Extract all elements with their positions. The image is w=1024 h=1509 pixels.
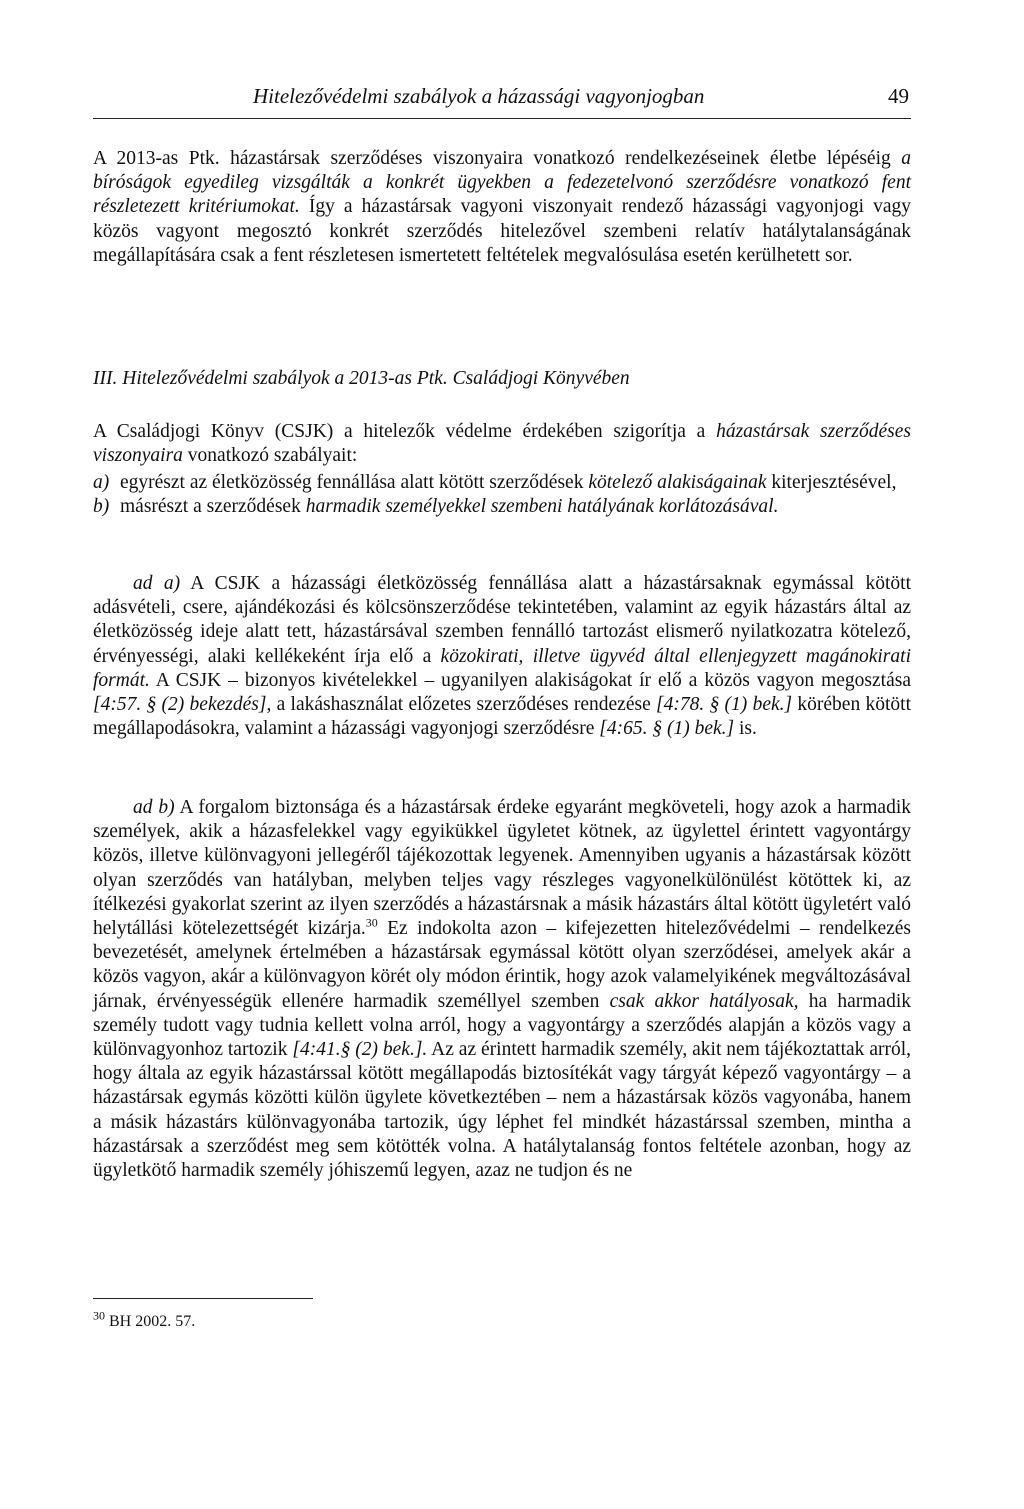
paragraph-text: is. xyxy=(734,718,757,740)
subsection-label: ad b) xyxy=(133,797,175,818)
list-item-a xyxy=(93,471,911,495)
footnote-reference[interactable]: 30 xyxy=(365,915,378,930)
list-marker: b) xyxy=(93,496,110,518)
paragraph-text: Így a házastársak vagyoni viszonyait rendező házassági vagyonjogi vagy közös vagyont megosztó konkrét szerződés hitelezővel szembeni relatív hatálytalanságának megállapítására csak a fent részletesen ismertetett feltételek megvalósulása esetén kerülhetett sor. xyxy=(93,196,911,266)
footnote xyxy=(93,1310,195,1334)
paragraph-ad-b xyxy=(93,796,911,1183)
paragraph-text: A CSJK – bizonyos kivételekkel – ugyanilyen alakiságokat ír elő a közös vagyon megosztása xyxy=(149,669,911,691)
emphasis-text: harmadik személyekkel szembeni hatályának korlátozásával. xyxy=(305,496,779,518)
emphasis-text: házastársak szerződéses viszonyaira xyxy=(93,421,911,467)
footnote-text: BH 2002. 57. xyxy=(105,1313,196,1330)
list-marker: a) xyxy=(93,472,110,493)
paragraph-text: ha harmadik személy tudott vagy tudnia kellett volna arról, hogy a vagyontárgy a szerződés alapján a közös vagy a különvagyonhoz tartozik xyxy=(93,990,912,1061)
header-rule xyxy=(93,118,911,119)
citation: [4:78. § (1) bek.] xyxy=(656,694,793,716)
paragraph-text: , a lakáshasználat előzetes szerződéses rendezése xyxy=(266,694,657,716)
paragraph-text: Ez indokolta azon – kifejezetten hitelezővédelmi – rendelkezés bevezetését, amelynek értelmében a házastársak egymással kötött olyan szerződései, amelyek akár a közös vagyon, akár a különvagyon körét oly módon érintik, hogy azok valamelyikének megváltozásával járnak, érvényességük ellenére harmadik személlyel szemben xyxy=(93,918,912,1012)
paragraph-ad-a xyxy=(93,572,911,741)
paragraph-text: körében kötött megállapodásokra, valamint a házassági vagyonjogi szerződésre xyxy=(93,694,911,740)
footnote-number: 30 xyxy=(93,1308,105,1323)
list-item-b xyxy=(93,495,911,519)
section-heading: III. Hitelezővédelmi szabályok a 2013-as Ptk. Családjogi Könyvében xyxy=(93,368,630,389)
emphasis-text: kötelező alakiságainak xyxy=(588,472,767,493)
footnote-rule xyxy=(93,1298,313,1299)
paragraph-text: A Családjogi Könyv (CSJK) a hitelezők védelme érdekében szigorítja a xyxy=(93,421,717,442)
subsection-label: ad a) xyxy=(133,573,181,594)
list-text: egyrészt az életközösség fennállása alatt kötött szerződések xyxy=(120,472,589,493)
list-text: kiterjesztésével, xyxy=(766,472,897,493)
emphasis-text: csak akkor hatályosak, xyxy=(609,990,799,1012)
running-header xyxy=(93,84,911,114)
paragraph-csjk xyxy=(93,420,911,468)
citation: [4:65. § (1) bek.] xyxy=(599,718,735,740)
list xyxy=(93,471,911,519)
list-text: másrészt a szerződések xyxy=(120,496,306,518)
emphasis-text: a bíróságok egyedileg vizsgálták a konkrét ügyekben a fedezetelvonó szerződésre vonatkozó fent részletezett kritériumokat. xyxy=(93,148,911,218)
citation: [4:57. § (2) bekezdés] xyxy=(93,694,267,716)
citation: [4:41.§ (2) bek.]. xyxy=(292,1039,428,1061)
paragraph-text: A CSJK a házassági életközösség fennállása alatt a házastársaknak egymással kötött adásvételi, csere, ajándékozási és kölcsönszerződése tekintetében, valamint az egyik házastárs által az életközösség ideje alatt tett, házastársával szemben fennálló tartozást elismerő nyilatkozatra kötelező, érvényességi, alaki kellékeként írja elő a xyxy=(93,573,911,667)
running-title: Hitelezővédelmi szabályok a házassági vagyonjogban xyxy=(253,84,705,108)
emphasis-text: közokirati, illetve ügyvéd által ellenjegyzett magánokirati formát. xyxy=(93,645,911,691)
paragraph-text: A 2013-as Ptk. házastársak szerződéses viszonyaira vonatkozó rendelkezéseinek életbe lépéséig xyxy=(93,148,902,169)
page-number: 49 xyxy=(888,84,909,108)
paragraph-text: A forgalom biztonsága és a házastársak érdeke egyaránt megköveteli, hogy azok a harmadik személyek, akik a házasfelekkel vagy egyikükkel ügyletet kötnek, az ügylettel érintett vagyontárgy közös, illetve különvagyoni jellegéről tájékozottak legyenek. Amennyiben ugyanis a házastársak között olyan szerződés van hatályban, melyben teljes vagy részleges vagyonelkülönülést kötöttek ki, az ítélkezési gyakorlat szerint az ilyen szerződés a házastársnak a másik házastárs által kötött ügyletért való helytállási kötelezettségét kizárja. xyxy=(93,797,911,940)
paragraph-intro xyxy=(93,147,911,268)
paragraph-text: vonatkozó szabályait: xyxy=(182,445,358,467)
paragraph-text: Az az érintett harmadik személy, akit nem tájékoztattak arról, hogy általa az egyik házastárssal kötött megállapodás biztosítékát vagy tárgyát képező vagyontárgy – a házastársak egymás közötti külön ügylete következtében – nem a házastársak közös vagyonába, hanem a másik házastárs különvagyonába tartozik, úgy léphet fel mindkét házastárssal szemben, mintha a házastársak a szerződést meg sem kötötték volna. A hatálytalanság fontos feltétele azonban, hogy az ügyletkötő harmadik személy jóhiszemű legyen, azaz ne tudjon és ne xyxy=(93,1039,912,1182)
